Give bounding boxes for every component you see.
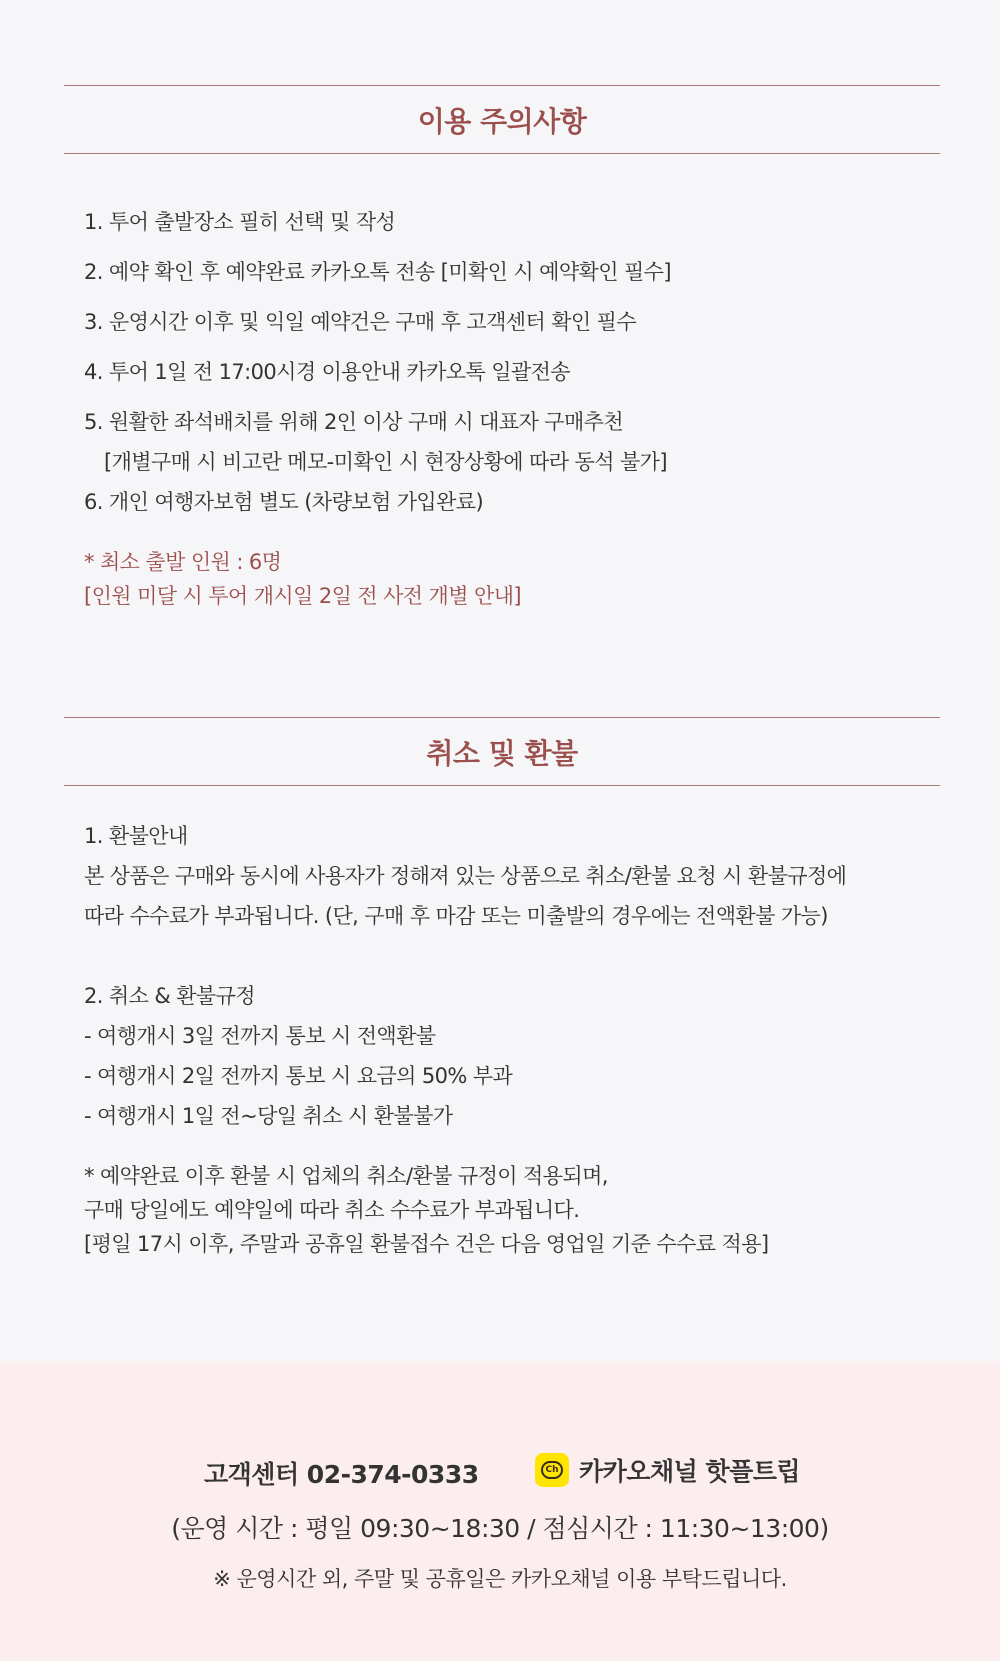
precaution-item: 1. 투어 출발장소 필히 선택 및 작성 xyxy=(84,210,396,234)
refund-note: 구매 당일에도 예약일에 따라 취소 수수료가 부과됩니다. xyxy=(84,1198,580,1222)
refund-guide-text: 따라 수수료가 부과됩니다. (단, 구매 후 마감 또는 미출발의 경우에는 전액환불 가능) xyxy=(84,904,828,928)
refund-rule: - 여행개시 2일 전까지 통보 시 요금의 50% 부과 xyxy=(84,1064,513,1088)
min-people-note: * 최소 출발 인원 : 6명 xyxy=(84,550,282,574)
kakao-channel-icon xyxy=(535,1453,569,1487)
precaution-item: 4. 투어 1일 전 17:00시경 이용안내 카카오톡 일괄전송 xyxy=(84,360,570,384)
precautions-header xyxy=(64,85,940,154)
refund-note: [평일 17시 이후, 주말과 공휴일 환불접수 건은 다음 영업일 기준 수수료 적용] xyxy=(84,1232,769,1256)
refund-guide-heading: 1. 환불안내 xyxy=(84,824,188,848)
refund-rule: - 여행개시 3일 전까지 통보 시 전액환불 xyxy=(84,1024,436,1048)
off-hours-notice: ※ 운영시간 외, 주말 및 공휴일은 카카오채널 이용 부탁드립니다. xyxy=(213,1567,787,1591)
precaution-item: 5. 원활한 좌석배치를 위해 2인 이상 구매 시 대표자 구매추천 xyxy=(84,410,624,434)
refund-rule: - 여행개시 1일 전~당일 취소 시 환불불가 xyxy=(84,1104,453,1128)
precaution-item-sub: [개별구매 시 비고란 메모-미확인 시 현장상황에 따라 동석 불가] xyxy=(104,450,667,474)
refund-header xyxy=(64,717,940,786)
refund-note: * 예약완료 이후 환불 시 업체의 취소/환불 규정이 적용되며, xyxy=(84,1164,608,1188)
refund-rules-heading: 2. 취소 & 환불규정 xyxy=(84,984,255,1008)
kakao-channel-link[interactable] xyxy=(535,1452,800,1488)
operating-hours: (운영 시간 : 평일 09:30~18:30 / 점심시간 : 11:30~13:00) xyxy=(171,1514,829,1543)
precaution-item: 6. 개인 여행자보험 별도 (차량보험 가입완료) xyxy=(84,490,484,514)
footer xyxy=(0,1361,1000,1661)
precautions-title: 이용 주의사항 xyxy=(417,104,587,138)
precaution-item: 3. 운영시간 이후 및 익일 예약건은 구매 후 고객센터 확인 필수 xyxy=(84,310,637,334)
min-people-detail: [인원 미달 시 투어 개시일 2일 전 사전 개별 안내] xyxy=(84,584,521,608)
kakao-bubble-icon: Ch xyxy=(541,1461,563,1479)
kakao-channel-label: 카카오채널 핫플트립 xyxy=(579,1457,801,1486)
precaution-item: 2. 예약 확인 후 예약완료 카카오톡 전송 [미확인 시 예약확인 필수] xyxy=(84,260,671,284)
refund-title: 취소 및 환불 xyxy=(426,736,578,770)
refund-guide-text: 본 상품은 구매와 동시에 사용자가 정해져 있는 상품으로 취소/환불 요청 시 환불규정에 xyxy=(84,864,847,888)
customer-center-phone[interactable]: 고객센터 02-374-0333 xyxy=(204,1460,479,1489)
